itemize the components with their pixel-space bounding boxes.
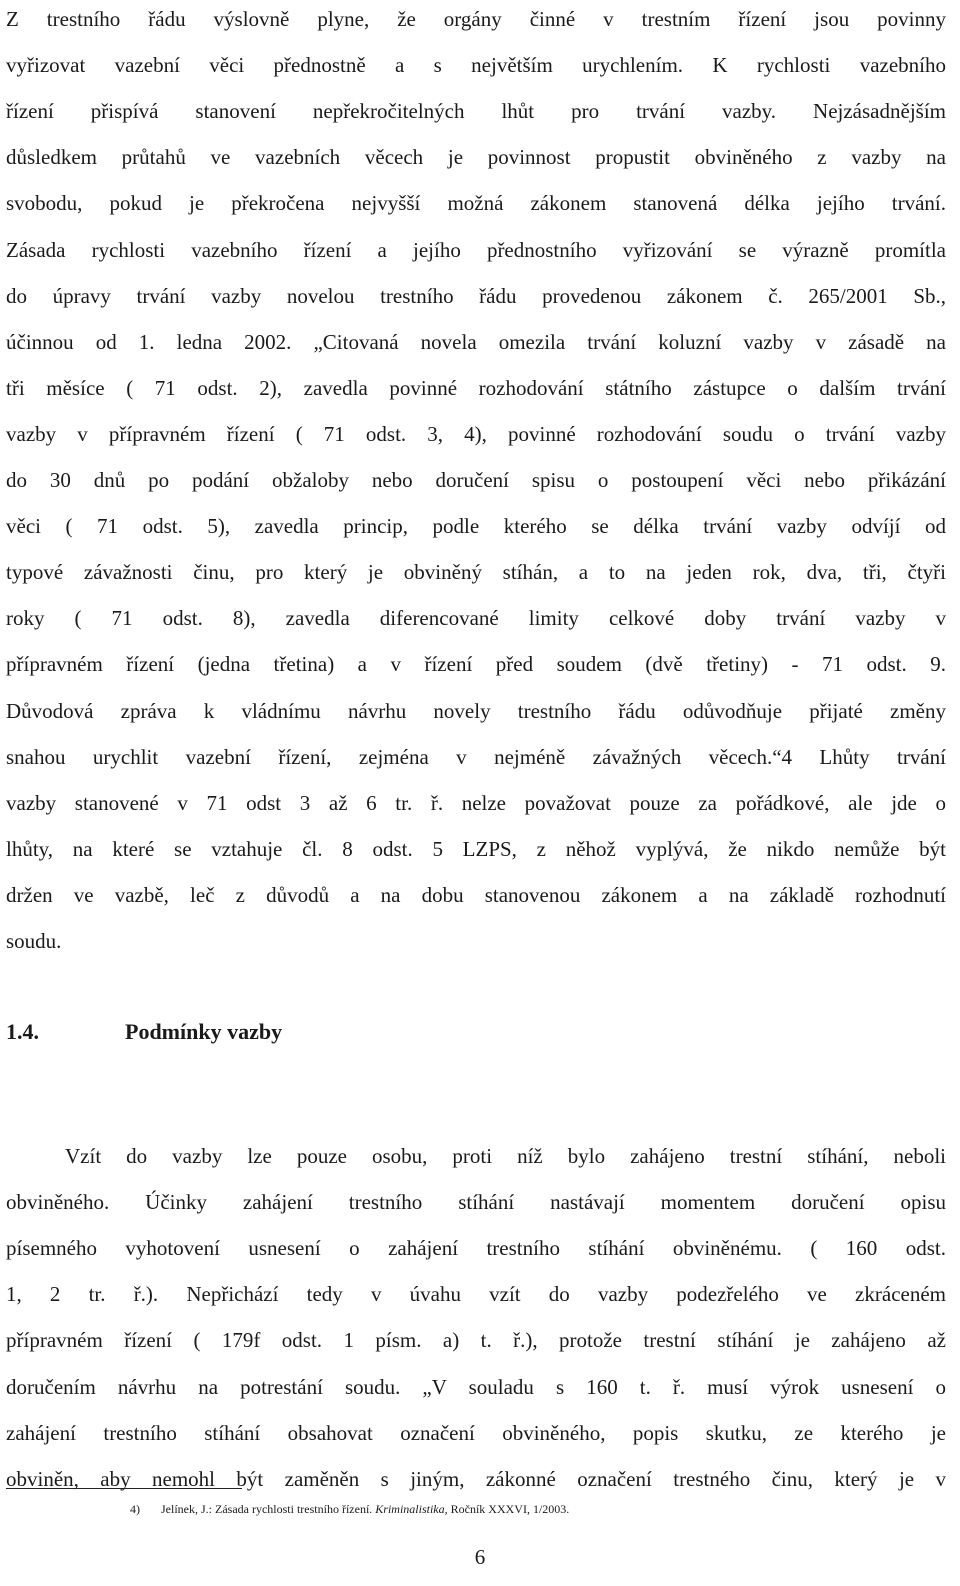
- text-line: důsledkem průtahů ve vazebních věcech je povinnost propustit obviněného z vazby na: [6, 145, 946, 170]
- text-line: soudu.: [6, 929, 62, 953]
- text-line: do 30 dnů po podání obžaloby nebo doručení spisu o postoupení věci nebo přikázání: [6, 468, 946, 492]
- text-line: Důvodová zpráva k vládnímu návrhu novely trestního řádu odůvodňuje přijaté změny: [6, 698, 946, 723]
- text-line: 1, 2 tr. ř.). Nepřichází tedy v úvahu vzít do vazby podezřelého ve zkráceném: [6, 1282, 946, 1307]
- footnote: [130, 1502, 569, 1516]
- text-line: doručením návrhu na potrestání soudu. „V souladu s 160 t. ř. musí výrok usnesení o: [6, 1374, 946, 1399]
- text-line: vazby v přípravném řízení ( 71 odst. 3, 4), povinné rozhodování soudu o trvání vazby: [6, 421, 946, 446]
- text-line: řízení přispívá stanovení nepřekročitelných lhůt pro trvání vazby. Nejzásadnějším: [6, 99, 946, 124]
- text-line: zahájení trestního stíhání obsahovat označení obviněného, popis skutku, ze kterého je: [6, 1420, 946, 1445]
- text-line: svobodu, pokud je překročena nejvyšší možná zákonem stanovená délka jejího trvání.: [6, 191, 946, 216]
- footnote-details: Ročník XXXVI, 1/2003.: [450, 1502, 570, 1516]
- text-line: typové závažnosti činu, pro který je obviněný stíhán, a to na jeden rok, dva, tři, čtyři: [6, 560, 946, 585]
- text-line: držen ve vazbě, leč z důvodů a na dobu stanovenou zákonem a na základě rozhodnutí: [6, 882, 946, 907]
- page-number: 6: [474, 1545, 486, 1569]
- text-line: tři měsíce ( 71 odst. 2), zavedla povinné rozhodování státního zástupce o dalším trvání: [6, 375, 946, 400]
- text-line: věci ( 71 odst. 5), zavedla princip, podle kterého se délka trvání vazby odvíjí od: [6, 514, 946, 539]
- text-line: lhůty, na které se vztahuje čl. 8 odst. 5 LZPS, z něhož vyplývá, že nikdo nemůže být: [6, 836, 946, 861]
- footnote-author: Jelínek, J.: Zásada rychlosti trestního řízení.: [161, 1502, 373, 1516]
- text-line: přípravném řízení ( 179f odst. 1 písm. a) t. ř.), protože trestní stíhání je zahájeno až: [6, 1328, 946, 1353]
- text-line: do úpravy trvání vazby novelou trestního řádu provedenou zákonem č. 265/2001 Sb.,: [6, 283, 946, 308]
- footnote-separator: [6, 1488, 242, 1489]
- text-line: Vzít do vazby lze pouze osobu, proti níž bylo zahájeno trestní stíhání, neboli: [65, 1144, 946, 1168]
- text-line: účinnou od 1. ledna 2002. „Citovaná novela omezila trvání koluzní vazby v zásadě na: [6, 329, 946, 354]
- text-line: snahou urychlit vazební řízení, zejména v nejméně závažných věcech.“4 Lhůty trvání: [6, 744, 946, 769]
- section-title: Podmínky vazby: [125, 1019, 283, 1044]
- text-line: písemného vyhotovení usnesení o zahájení trestního stíhání obviněnému. ( 160 odst.: [6, 1236, 946, 1261]
- text-line: vazby stanovené v 71 odst 3 až 6 tr. ř. nelze považovat pouze za pořádkové, ale jde o: [6, 790, 946, 815]
- section-number: 1.4.: [6, 1019, 39, 1044]
- text-line: Z trestního řádu výslovně plyne, že orgány činné v trestním řízení jsou povinny: [6, 7, 946, 31]
- text-line: vyřizovat vazební věci přednostně a s největším urychlením. K rychlosti vazebního: [6, 53, 946, 78]
- text-line: Zásada rychlosti vazebního řízení a jejího přednostního vyřizování se výrazně promítla: [6, 237, 946, 262]
- text-line: přípravném řízení (jedna třetina) a v řízení před soudem (dvě třetiny) - 71 odst. 9.: [6, 652, 946, 677]
- footnote-marker: 4): [130, 1502, 140, 1516]
- text-line: roky ( 71 odst. 8), zavedla diferencované limity celkové doby trvání vazby v: [6, 606, 946, 631]
- footnote-source: Kriminalistika,: [375, 1502, 448, 1516]
- text-line: obviněn, aby nemohl být zaměněn s jiným, zákonné označení trestného činu, který je v: [6, 1466, 946, 1491]
- text-line: obviněného. Účinky zahájení trestního stíhání nastávají momentem doručení opisu: [6, 1190, 946, 1215]
